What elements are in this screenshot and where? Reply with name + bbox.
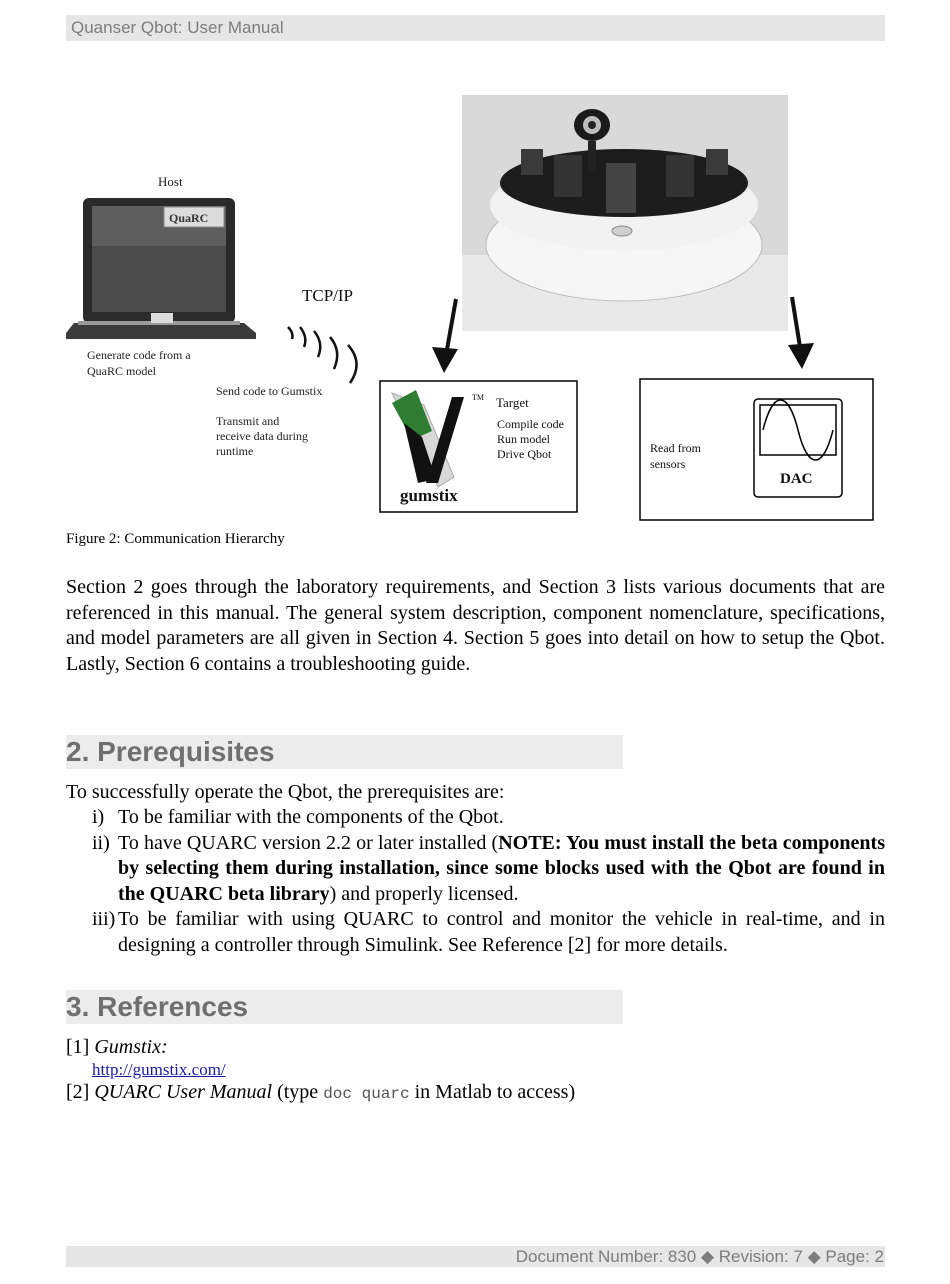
transmit-line3: runtime [216,444,254,458]
wireless-icon [288,327,357,383]
target-item-1: Run model [497,432,550,446]
reference-title: Gumstix: [94,1036,168,1058]
sensor-line2: sensors [650,457,686,471]
arrow-to-dac-icon [788,297,814,369]
host-note-line1: Generate code from a [87,348,191,362]
laptop-icon [66,198,256,339]
reference-item [66,1080,885,1107]
reference-title: QUARC User Manual [94,1081,273,1103]
references-list [66,1035,885,1107]
trademark-mark: TM [472,393,484,402]
list-item-text: To be familiar with using QUARC to control and monitor the vehicle in real-time, and in designing a controller through Simulink. See Reference [2] for more details. [118,908,885,956]
host-note-line2: QuaRC model [87,364,156,378]
prerequisites-heading [66,735,623,769]
figure-caption: Figure 2: Communication Hierarchy [66,531,285,547]
transmit-line2: receive data during [216,429,308,443]
item2-post: ) and properly licensed. [329,882,519,905]
arrow-to-target-icon [432,299,458,373]
references-heading [66,990,623,1024]
gumstix-logo-text: gumstix [400,486,458,505]
header-title: Quanser Qbot: User Manual [71,18,284,37]
prerequisites-lead: To successfully operate the Qbot, the prerequisites are: [66,781,505,803]
target-item-0: Compile code [497,417,564,431]
reference-number: [1] [66,1036,90,1058]
transmit-line1: Transmit and [216,414,280,428]
send-code-label: Send code to Gumstix [216,384,323,398]
list-item-number: i) [92,806,105,828]
page-header [66,15,885,41]
reference-item [66,1035,885,1060]
qbot-robot-photo [462,95,788,331]
reference-note-pre: (type [277,1081,319,1103]
prerequisites-list [66,805,885,958]
list-item-number: ii) [92,831,110,854]
host-label: Host [158,174,183,189]
references-heading-text: 3. References [66,991,249,1022]
list-item-text [118,831,885,908]
list-item-text: To be familiar with the components of the Qbot. [118,806,504,828]
list-item-number: iii) [92,908,116,930]
quarc-logo-text: QuaRC [169,211,209,225]
intro-paragraph: Section 2 goes through the laboratory requirements, and Section 3 lists various documents that are referenced in this manual. The general system description, component nomenclature, specifications, and model parameters are all given in Section 4. Section 5 goes into detail on how to setup the Qbot. Lastly, Section 6 contains a troubleshooting guide. [66,576,885,675]
gumstix-link[interactable]: http://gumstix.com/ [92,1060,226,1079]
list-item [66,907,885,958]
target-label: Target [496,395,529,410]
target-item-2: Drive Qbot [497,447,552,461]
tcpip-label: TCP/IP [302,286,354,305]
footer-text: Document Number: 830 ◆ Revision: 7 ◆ Page: 2 [515,1247,884,1266]
reference-code: doc quarc [323,1085,410,1103]
list-item [66,831,885,908]
page-footer [66,1246,885,1267]
reference-number: [2] [66,1081,90,1103]
sensor-line1: Read from [650,441,701,455]
dac-label: DAC [780,471,813,487]
communication-hierarchy-figure [66,85,885,530]
item2-note: NOTE: You must install the beta components by selecting them during installation, since some blocks used with the Qbot are found in the QUARC beta library [118,831,885,905]
list-item [66,805,885,831]
reference-note-post: in Matlab to access) [414,1081,576,1103]
item2-pre: To have QUARC version 2.2 or later installed ( [118,831,499,854]
prerequisites-heading-text: 2. Prerequisites [66,736,275,767]
